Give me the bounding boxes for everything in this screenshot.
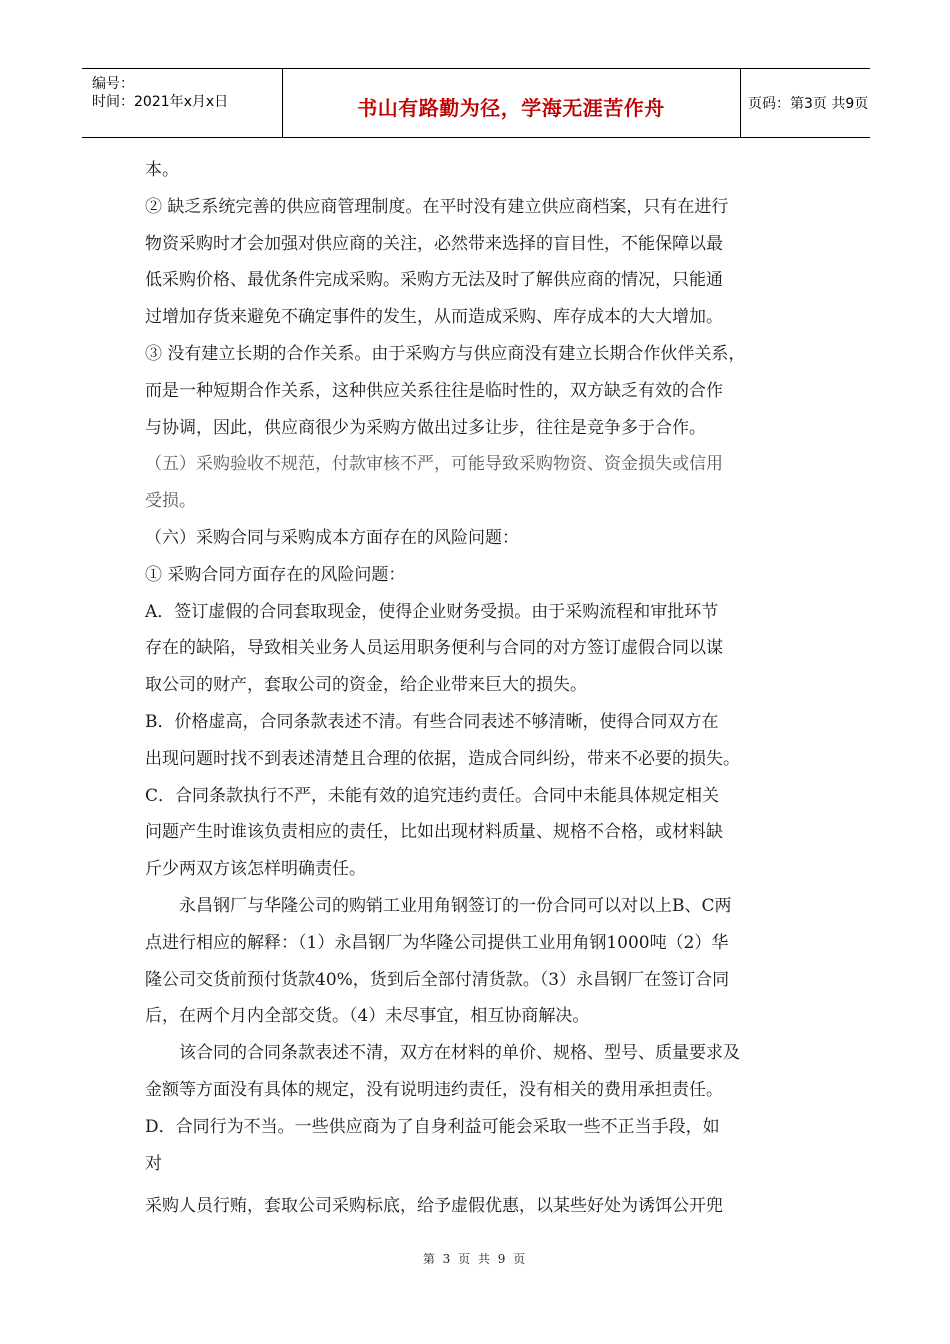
text-line: ① 采购合同方面存在的风险问题： bbox=[145, 564, 406, 585]
text-line: 受损。 bbox=[145, 491, 196, 512]
motto: 书山有路勤为径，学海无涯苦作舟 bbox=[357, 96, 665, 120]
text-line: C．合同条款执行不严，未能有效的追究违约责任。合同中未能具体规定相关 bbox=[145, 785, 720, 806]
page-footer: 第 3 页 共 9 页 bbox=[422, 1252, 528, 1266]
text-line: （五）采购验收不规范，付款审核不严，可能导致采购物资、资金损失或信用 bbox=[145, 454, 723, 475]
text-line: 过增加存货来避免不确定事件的发生，从而造成采购、库存成本的大大增加。 bbox=[145, 307, 723, 328]
text-line: 后，在两个月内全部交货。（4）未尽事宜，相互协商解决。 bbox=[145, 1006, 590, 1027]
text-line: 金额等方面没有具体的规定，没有说明违约责任，没有相关的费用承担责任。 bbox=[145, 1079, 723, 1100]
text-line: 该合同的合同条款表述不清，双方在材料的单价、规格、型号、质量要求及 bbox=[179, 1043, 740, 1064]
text-line: 存在的缺陷，导致相关业务人员运用职务便利与合同的对方签订虚假合同以谋 bbox=[145, 638, 723, 659]
text-line: ③ 没有建立长期的合作关系。由于采购方与供应商没有建立长期合作伙伴关系， bbox=[145, 343, 746, 364]
date-label: 时间：2021年x月x日 bbox=[92, 94, 229, 110]
text-line: 问题产生时谁该负责相应的责任，比如出现材料质量、规格不合格，或材料缺 bbox=[145, 822, 723, 843]
text-line: 永昌钢厂与华隆公司的购销工业用角钢签订的一份合同可以对以上B、C两 bbox=[179, 895, 732, 916]
text-line: B．价格虚高，合同条款表述不清。有些合同表述不够清晰，使得合同双方在 bbox=[145, 711, 719, 732]
text-line: 而是一种短期合作关系，这种供应关系往往是临时性的，双方缺乏有效的合作 bbox=[145, 380, 723, 401]
text-line: 点进行相应的解释：（1）永昌钢厂为华隆公司提供工业用角钢1000吨（2）华 bbox=[145, 932, 729, 953]
text-line: 低采购价格、最优条件完成采购。采购方无法及时了解供应商的情况，只能通 bbox=[145, 270, 723, 291]
text-line: 取公司的财产，套取公司的资金，给企业带来巨大的损失。 bbox=[145, 675, 587, 696]
text-line: 斤少两双方该怎样明确责任。 bbox=[145, 859, 366, 880]
text-line: 采购人员行贿，套取公司采购标底，给予虚假优惠，以某些好处为诱饵公开兜 bbox=[145, 1196, 723, 1217]
text-line: 对 bbox=[145, 1153, 162, 1174]
text-line: 出现问题时找不到表述清楚且合理的依据，造成合同纠纷，带来不必要的损失。 bbox=[145, 748, 740, 769]
header-motto-cell bbox=[282, 69, 741, 137]
text-line: 隆公司交货前预付货款40%，货到后全部付清货款。（3）永昌钢厂在签订合同 bbox=[145, 969, 730, 990]
header-info-cell bbox=[82, 69, 283, 137]
text-line: D．合同行为不当。一些供应商为了自身利益可能会采取一些不正当手段，如 bbox=[145, 1116, 720, 1137]
text-line: 与协调，因此，供应商很少为采购方做出过多让步，往往是竞争多于合作。 bbox=[145, 417, 706, 438]
text-line: A．签订虚假的合同套取现金，使得企业财务受损。由于采购流程和审批环节 bbox=[145, 601, 719, 622]
document-body bbox=[145, 152, 810, 1225]
text-line: ② 缺乏系统完善的供应商管理制度。在平时没有建立供应商档案，只有在进行 bbox=[145, 196, 729, 217]
text-line: 本。 bbox=[145, 160, 179, 180]
page-number-label: 页码：第3页 共9页 bbox=[748, 96, 869, 112]
serial-label: 编号： bbox=[92, 76, 134, 92]
text-line: （六）采购合同与采购成本方面存在的风险问题： bbox=[145, 527, 519, 548]
page-header bbox=[82, 68, 870, 138]
text-line: 物资采购时才会加强对供应商的关注，必然带来选择的盲目性，不能保障以最 bbox=[145, 233, 723, 254]
header-page-cell bbox=[740, 69, 870, 137]
